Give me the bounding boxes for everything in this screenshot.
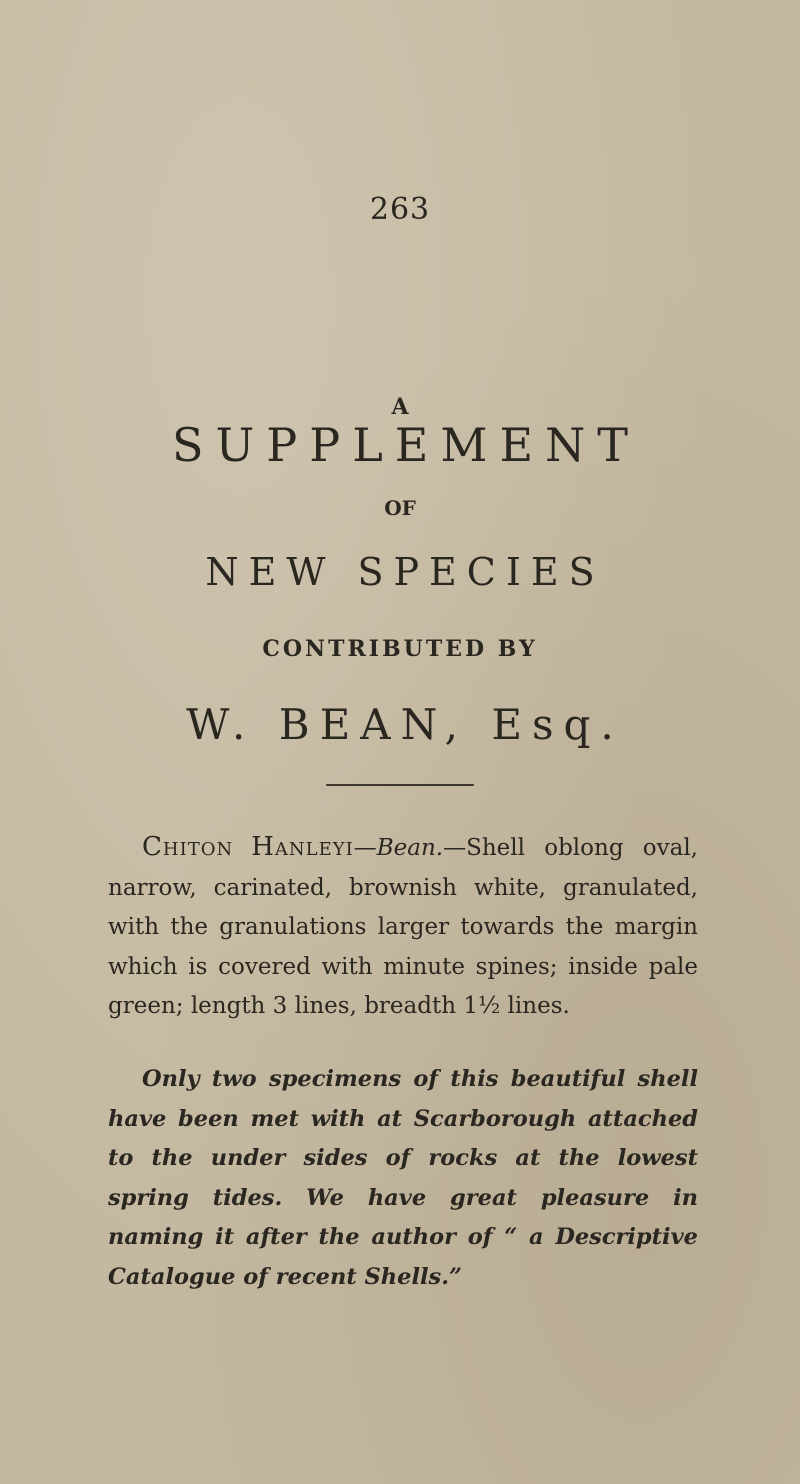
section-divider xyxy=(326,784,474,786)
heading-supplement: SUPPLEMENT xyxy=(172,418,640,472)
species-authority: Bean. xyxy=(376,835,444,861)
genus-name: Chiton xyxy=(142,832,234,862)
description-text: —Shell oblong oval, narrow, carinated, brownish white, granulated, with the granulations larger towards the margin which is covered with minute spines; inside pale green; length 3 lines, breadth 1½ lines. xyxy=(108,835,698,1019)
page-number: 263 xyxy=(369,192,431,227)
name-dash: — xyxy=(353,835,377,861)
heading-article: A xyxy=(391,394,409,420)
species-remarks-paragraph xyxy=(108,1060,698,1297)
heading-contributed-by: CONTRIBUTED BY xyxy=(262,636,538,662)
species-name: Hanleyi xyxy=(251,832,354,862)
heading-author: W. BEAN, Esq. xyxy=(186,700,624,749)
heading-of: OF xyxy=(384,496,416,520)
remarks-text: Only two specimens of this beautiful shell have been met with at Scarborough attached to the under sides of rocks at the lowest spring tides. We have great pleasure in naming it after the author of “ a Descriptive Catalogue of recent Shells.” xyxy=(108,1066,698,1290)
heading-new-species: NEW SPECIES xyxy=(205,550,605,594)
species-description-paragraph xyxy=(108,828,698,1027)
